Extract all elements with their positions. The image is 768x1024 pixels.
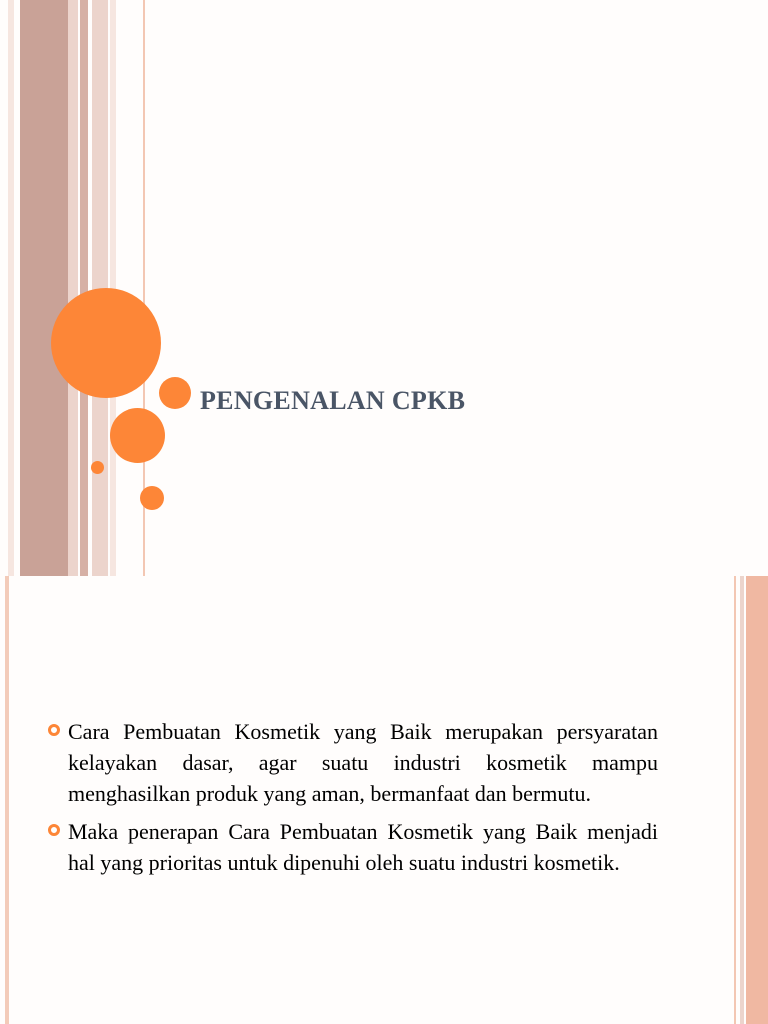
decor-circle: [91, 461, 104, 474]
decor-stripe: [5, 576, 9, 1024]
decor-stripe: [8, 0, 14, 576]
circle-bullet-icon: [48, 724, 60, 736]
decor-stripe: [746, 576, 768, 1024]
decor-stripe: [20, 0, 68, 576]
decor-circle: [159, 377, 191, 409]
decor-stripe: [734, 576, 736, 1024]
content-slide: [0, 576, 768, 1024]
bullet-list: [46, 716, 658, 885]
decor-circle-large: [51, 288, 161, 398]
decor-circle: [110, 408, 165, 463]
decor-stripe: [80, 0, 88, 576]
slide-title: PENGENALAN CPKB: [200, 386, 466, 415]
bullet-text: Cara Pembuatan Kosmetik yang Baik merupakan persyaratan kelayakan dasar, agar suatu industri kosmetik mampu menghasilkan produk yang aman, bermanfaat dan bermutu.: [68, 719, 658, 806]
list-item: [46, 716, 658, 809]
bullet-text: Maka penerapan Cara Pembuatan Kosmetik yang Baik menjadi hal yang prioritas untuk dipenuhi oleh suatu industri kosmetik.: [68, 819, 658, 875]
decor-stripe: [740, 576, 744, 1024]
decor-circle: [140, 486, 164, 510]
list-item: [46, 816, 658, 878]
circle-bullet-icon: [48, 824, 60, 836]
decor-stripe: [68, 0, 78, 576]
